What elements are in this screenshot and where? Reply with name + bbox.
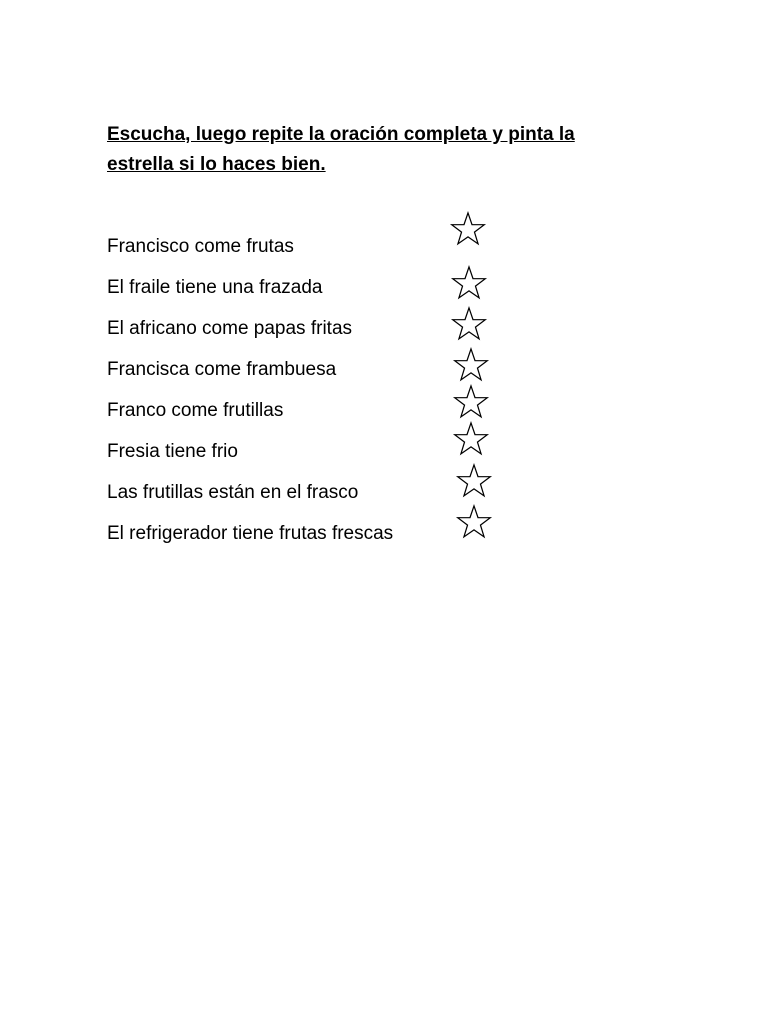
sentence-list [107, 0, 707, 1024]
sentence-item: Francisca come frambuesa [107, 359, 337, 380]
sentence-item: Fresia tiene frio [107, 441, 238, 462]
star-outline-icon[interactable] [452, 347, 490, 385]
star-outline-icon[interactable] [455, 504, 493, 542]
star-outline-icon[interactable] [452, 384, 490, 422]
star-outline-icon[interactable] [450, 265, 488, 303]
sentence-item: Las frutillas están en el frasco [107, 482, 359, 503]
star-outline-icon[interactable] [450, 306, 488, 344]
sentence-item: El fraile tiene una frazada [107, 277, 323, 298]
sentence-item: El africano come papas fritas [107, 318, 353, 339]
instructions-line-1: Escucha, luego repite la oración completa y pinta la [107, 124, 575, 145]
sentence-item: Franco come frutillas [107, 400, 284, 421]
star-outline-icon[interactable] [449, 211, 487, 249]
sentence-item: Francisco come frutas [107, 236, 294, 257]
star-outline-icon[interactable] [452, 421, 490, 459]
instructions-line-2: estrella si lo haces bien. [107, 154, 326, 175]
sentence-item: El refrigerador tiene frutas frescas [107, 523, 394, 544]
star-outline-icon[interactable] [455, 463, 493, 501]
